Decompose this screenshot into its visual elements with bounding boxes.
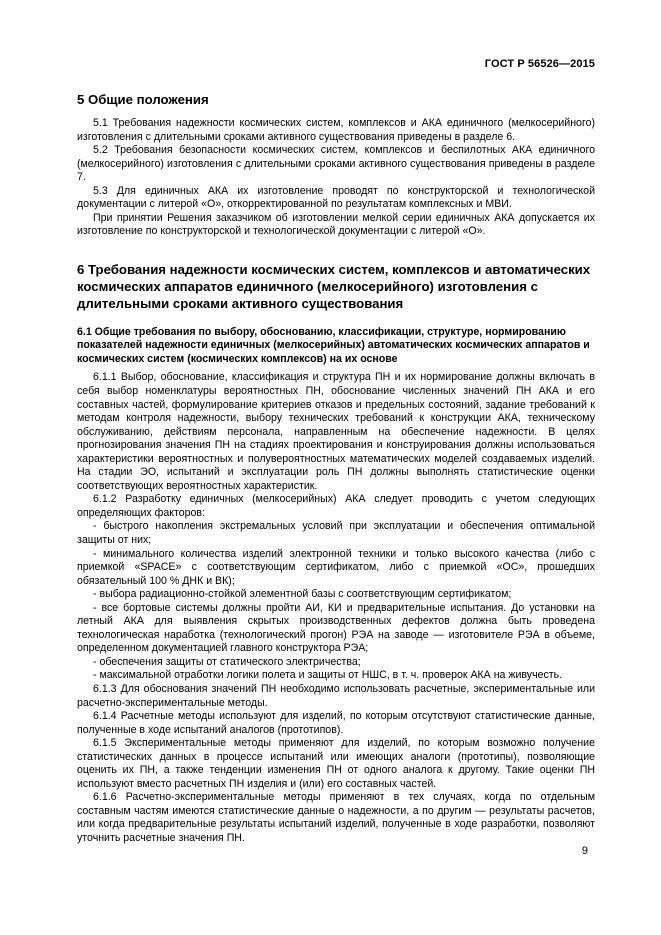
paragraph-6-1-3: 6.1.3 Для обоснования значений ПН необходимо использовать расчетные, экспериментальные или расчетно-экспериментальные методы. (77, 683, 595, 709)
list-item: - минимального количества изделий электронной техники и только высокого качества (либо с приемкой «SPACE» с соответствующим сертификатом, либо с приемкой «ОС», прошедших обязательный 100 % ДНК и ВК); (77, 547, 595, 587)
list-item: - выбора радиационно-стойкой элементной базы с соответствующим сертификатом; (93, 588, 512, 601)
list-item: - максимальной отработки логики полета и защиты от НШС, в т. ч. проверок АКА на живучесть. (93, 669, 563, 682)
page-content (77, 91, 595, 846)
list-item: - все бортовые системы должны пройти АИ, КИ и предварительные испытания. До установки на летный АКА для выявления скрытых производственных дефектов должна быть проведена технологическая наработка (технологический прогон) РЭА на заводе — изготовителе РЭА в объеме, определенном документацией главного конструктора РЭА; (77, 601, 595, 655)
standard-number: ГОСТ Р 56526—2015 (484, 58, 595, 70)
paragraph-6-1-2: 6.1.2 Разработку единичных (мелкосерийных) АКА следует проводить с учетом следующих определяющих факторов: (77, 493, 595, 519)
paragraph-6-1-6: 6.1.6 Расчетно-экспериментальные методы применяют в тех случаях, когда по отдельным составным частям имеются статистические данные о надежности, а по другим — результаты расчетов, или когда предварительные результаты испытаний изделий, полученные в ходе разработки, позволяют уточнить расчетные значения ПН. (77, 791, 595, 845)
list-item: - быстрого накопления экстремальных условий при эксплуатации и обеспечения оптимальной защиты от них; (77, 520, 595, 546)
section-5-title: 5 Общие положения (77, 92, 209, 107)
paragraph-5-3: 5.3 Для единичных АКА их изготовление проводят по конструкторской и технологической документации с литерой «О», откорректированной по результатам комплексных и МВИ. (77, 184, 595, 211)
paragraph-5-2: 5.2 Требования безопасности космических систем, комплексов и беспилотных АКА единичного (мелкосерийного) изготовления с длительными сроками активного существования приведены в разделе 7. (77, 144, 595, 184)
subsection-6-1-title: 6.1 Общие требования по выбору, обоснованию, классификации, структуре, нормированию показателей надежности единичных (мелкосерийных) автоматических космических аппаратов и космических систем (космических комплексов) на их основе (77, 325, 590, 365)
paragraph-6-1-5: 6.1.5 Экспериментальные методы применяют для изделий, по которым возможно получение статистических данных в процессе испытаний или имеющих аналоги (прототипы), позволяющие оценить их ПН, а также тенденции изменения ПН от одного аналога к другому. Такие оценки ПН используют вместо расчетных ПН изделия и (или) его составных частей. (77, 737, 595, 790)
paragraph-5-3-note: При принятии Решения заказчиком об изготовлении мелкой серии единичных АКА допускается их изготовление по конструкторской и технологической документации с литерой «О». (77, 211, 595, 238)
page-number: 9 (581, 845, 588, 857)
paragraph-6-1-1: 6.1.1 Выбор, обоснование, классификация и структура ПН и их нормирование должны включать в себя выбор номенклатуры вероятностных ПН, обоснование численных значений ПН АКА и его составных частей, формулирование критериев отказов и предельных состояний, задание требований к методам контроля надежности, выбору технических требований к конструкции АКА, техническому обслуживанию, действиям персонала, направленным на обеспечение надежности. В целях прогнозирования значения ПН на стадиях проектирования и конструирования должны использоваться характеристики вероятностных и полувероятностных математических моделей создаваемых изделий. На стадии ЭО, испытаний и эксплуатации роль ПН должны выполнять статистические оценки соответствующих вероятностных характеристик. (77, 371, 595, 492)
paragraph-5-1: 5.1 Требования надежности космических систем, комплексов и АКА единичного (мелкосерийного) изготовления с длительными сроками активного существования приведены в разделе 6. (77, 117, 595, 143)
section-6-title: 6 Требования надежности космических систем, комплексов и автоматических космических аппаратов единичного (мелкосерийного) изготовления с длительными сроками активного существования (77, 261, 591, 311)
paragraph-6-1-4: 6.1.4 Расчетные методы используют для изделий, по которым отсутствуют статистические данные, полученные в ходе испытаний аналогов (прототипов). (77, 710, 595, 736)
list-item: - обеспечения защиты от статического электричества; (93, 655, 361, 668)
